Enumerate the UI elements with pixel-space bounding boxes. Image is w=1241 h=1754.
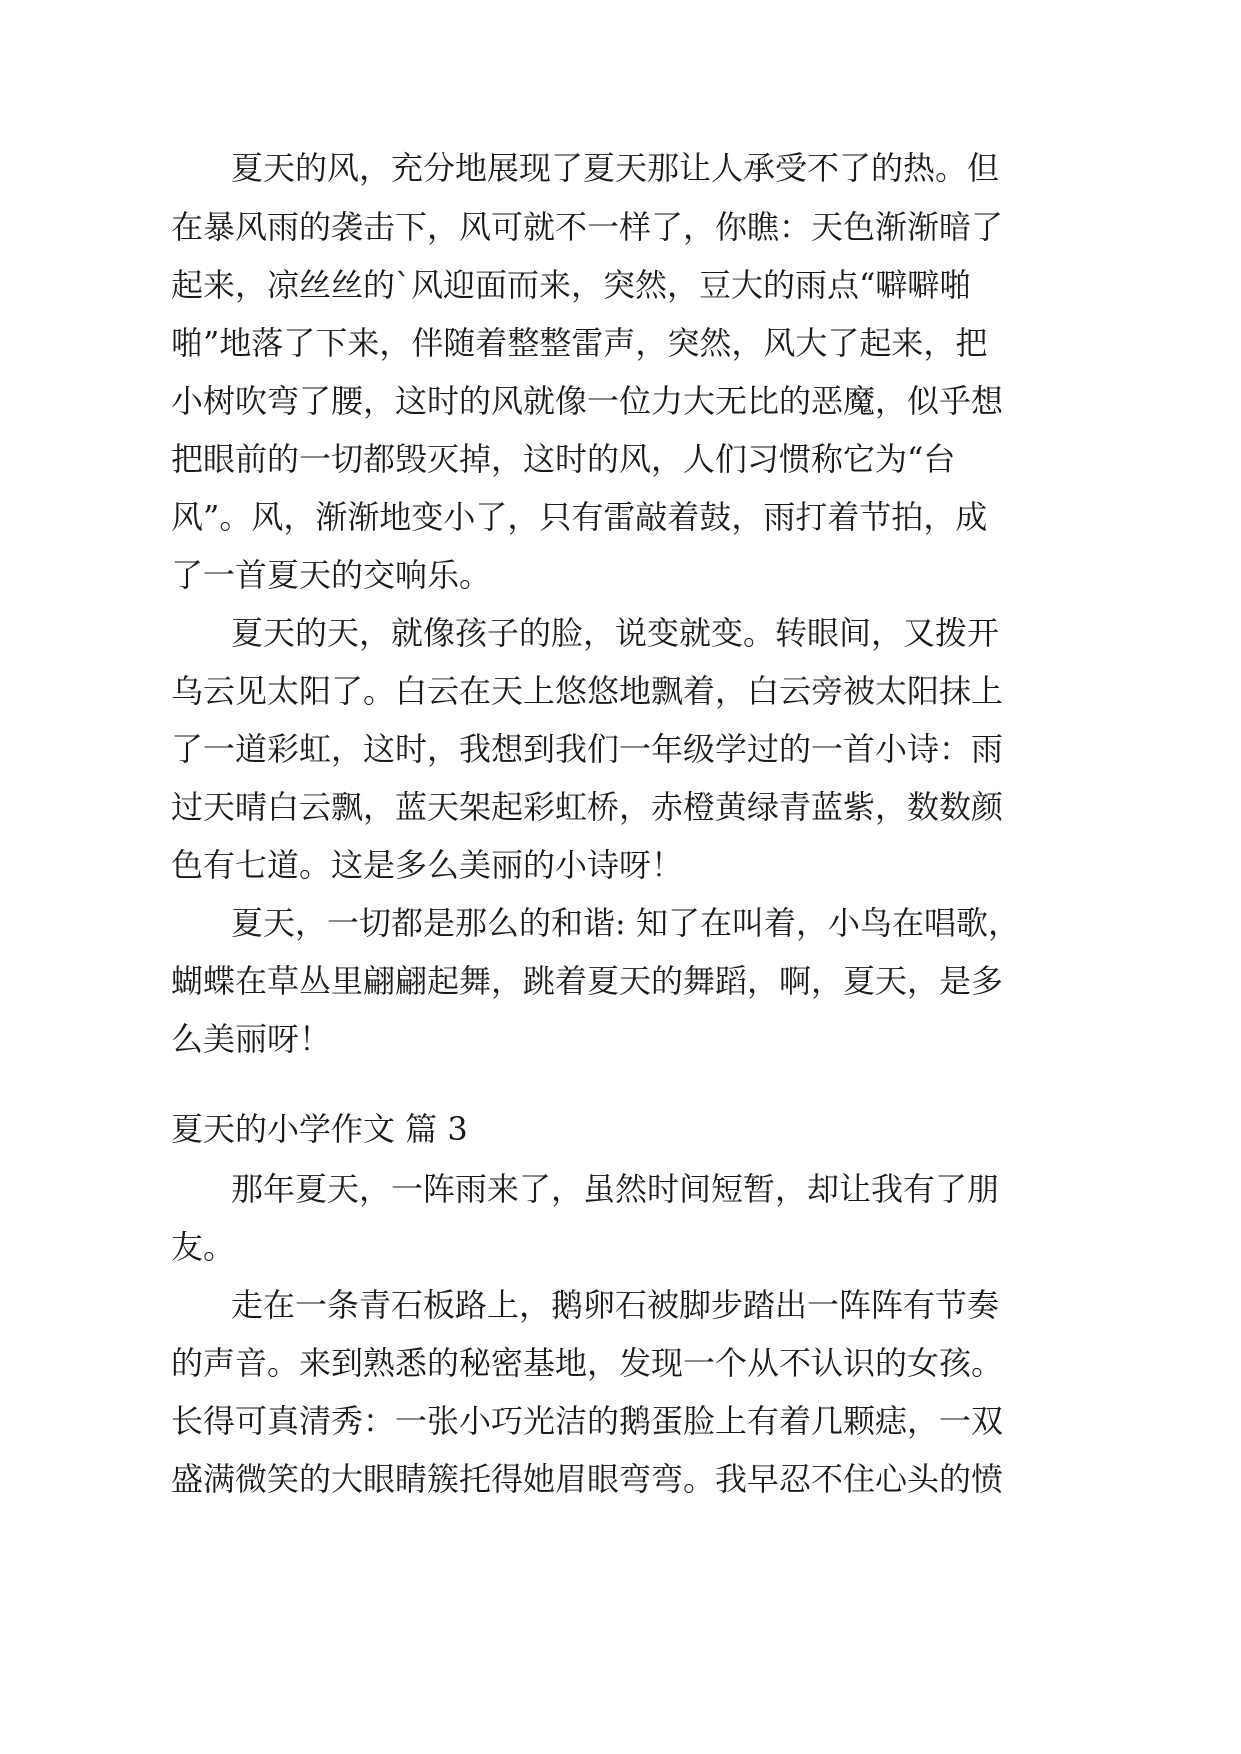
- paragraph-2-line-4: 过天晴白云飘，蓝天架起彩虹桥，赤橙黄绿青蓝紫，数数颜: [171, 788, 1004, 826]
- paragraph-5-line-4: 盛满微笑的大眼睛簇托得她眉眼弯弯。我早忍不住心头的愤: [171, 1460, 1004, 1498]
- section-heading: 夏天的小学作文 篇 3: [171, 1110, 468, 1148]
- paragraph-2-line-5: 色有七道。这是多么美丽的小诗呀！: [171, 846, 684, 884]
- paragraph-3-line-3: 么美丽呀！: [171, 1020, 332, 1058]
- paragraph-5-line-2: 的声音。来到熟悉的秘密基地，发现一个从不认识的女孩。: [171, 1344, 1004, 1382]
- paragraph-1-line-1: 夏天的风，充分地展现了夏天那让人承受不了的热。但: [231, 149, 1000, 187]
- paragraph-2-line-3: 了一道彩虹，这时，我想到我们一年级学过的一首小诗：雨: [171, 730, 1004, 768]
- paragraph-5-line-1: 走在一条青石板路上，鹅卵石被脚步踏出一阵阵有节奏: [231, 1286, 1000, 1324]
- paragraph-1-line-6: 把眼前的一切都毁灭掉，这时的风，人们习惯称它为“台: [171, 440, 956, 478]
- paragraph-1-line-5: 小树吹弯了腰，这时的风就像一位力大无比的恶魔，似乎想: [171, 382, 1004, 420]
- paragraph-1-line-2: 在暴风雨的袭击下，风可就不一样了，你瞧：天色渐渐暗了: [171, 208, 1004, 246]
- paragraph-2-line-1: 夏天的天，就像孩子的脸，说变就变。转眼间，又拨开: [231, 614, 1000, 652]
- paragraph-4-line-2: 友。: [171, 1228, 236, 1266]
- paragraph-2-line-2: 乌云见太阳了。白云在天上悠悠地飘着，白云旁被太阳抹上: [171, 672, 1004, 710]
- paragraph-5-line-3: 长得可真清秀：一张小巧光洁的鹅蛋脸上有着几颗痣，一双: [171, 1402, 1004, 1440]
- paragraph-3-line-2: 蝴蝶在草丛里翩翩起舞，跳着夏天的舞蹈，啊，夏天，是多: [171, 962, 1004, 1000]
- paragraph-1-line-3: 起来，凉丝丝的`风迎面而来，突然，豆大的雨点“噼噼啪: [171, 266, 972, 304]
- paragraph-1-line-7: 风”。风，渐渐地变小了，只有雷敲着鼓，雨打着节拍，成: [171, 498, 988, 536]
- paragraph-4-line-1: 那年夏天，一阵雨来了，虽然时间短暂，却让我有了朋: [231, 1170, 1000, 1208]
- paragraph-3-line-1: 夏天，一切都是那么的和谐: 知了在叫着，小鸟在唱歌，: [231, 904, 1020, 942]
- paragraph-1-line-8: 了一首夏天的交响乐。: [171, 556, 492, 594]
- paragraph-1-line-4: 啪”地落了下来，伴随着整整雷声，突然，风大了起来，把: [171, 324, 988, 362]
